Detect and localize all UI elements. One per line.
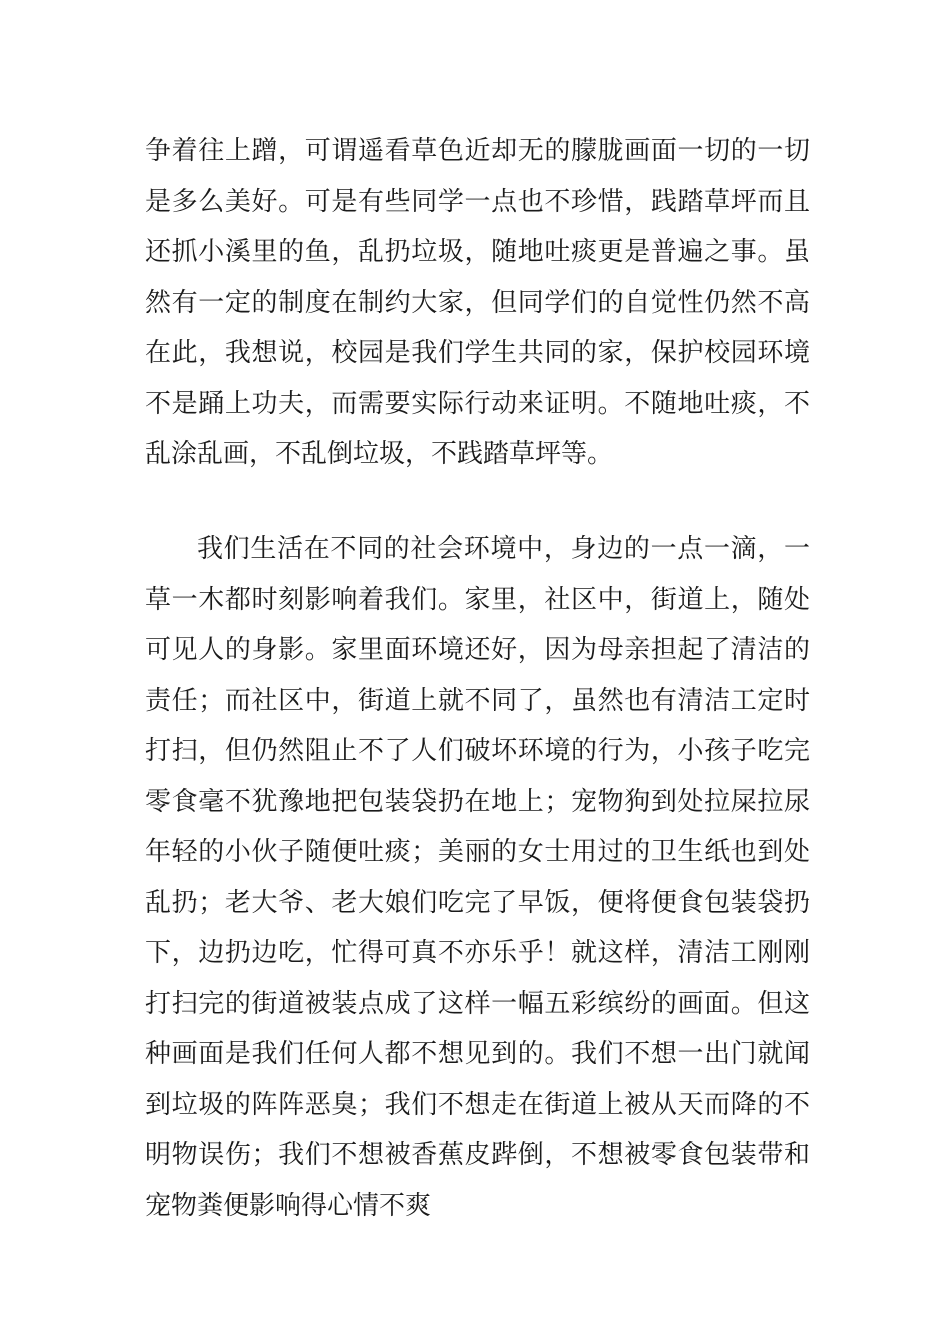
text-line: 下，边扔边吃，忙得可真不亦乐乎！就这样，清洁工刚刚 (145, 938, 810, 968)
text-line: 年轻的小伙子随便吐痰；美丽的女士用过的卫生纸也到处 (145, 837, 810, 867)
text-line: 种画面是我们任何人都不想见到的。我们不想一出门就闻 (145, 1039, 810, 1069)
text-line: 打扫完的街道被装点成了这样一幅五彩缤纷的画面。但这 (145, 988, 810, 1019)
text-line: 草一木都时刻影响着我们。家里，社区中，街道上，随处 (145, 584, 810, 615)
text-line: 乱涂乱画，不乱倒垃圾，不践踏草坪等。 (145, 439, 614, 469)
text-line: 到垃圾的阵阵恶臭；我们不想走在街道上被从天而降的不 (145, 1089, 810, 1120)
text-line: 宠物粪便影响得心情不爽 (145, 1190, 432, 1221)
text-line: 是多么美好。可是有些同学一点也不珍惜，践踏草坪而且 (145, 186, 810, 217)
text-line: 不是踊上功夫，而需要实际行动来证明。不随地吐痰，不 (145, 388, 810, 419)
text-line: 我们生活在不同的社会环境中，身边的一点一滴，一 (197, 534, 810, 564)
text-line: 可见人的身影。家里面环境还好，因为母亲担起了清洁的 (145, 635, 810, 665)
text-line: 在此，我想说，校园是我们学生共同的家，保护校园环境 (145, 338, 810, 368)
text-line: 争着往上蹭，可谓遥看草色近却无的朦胧画面一切的一切 (145, 136, 810, 166)
text-line: 还抓小溪里的鱼，乱扔垃圾，随地吐痰更是普遍之事。虽 (145, 237, 810, 267)
text-line: 零食毫不犹豫地把包装袋扔在地上；宠物狗到处拉屎拉尿 (145, 786, 810, 817)
paragraph-1 (145, 126, 810, 480)
text-line: 然有一定的制度在制约大家，但同学们的自觉性仍然不高 (145, 287, 810, 318)
text-line: 责任；而社区中，街道上就不同了，虽然也有清洁工定时 (145, 685, 810, 716)
paragraph-2 (145, 524, 810, 1231)
text-line: 乱扔；老大爷、老大娘们吃完了早饭，便将便食包装袋扔 (145, 887, 810, 918)
text-line: 明物误伤；我们不想被香蕉皮跸倒，不想被零食包装带和 (145, 1140, 810, 1170)
text-line: 打扫，但仍然阻止不了人们破坏环境的行为，小孩子吃完 (145, 736, 810, 766)
